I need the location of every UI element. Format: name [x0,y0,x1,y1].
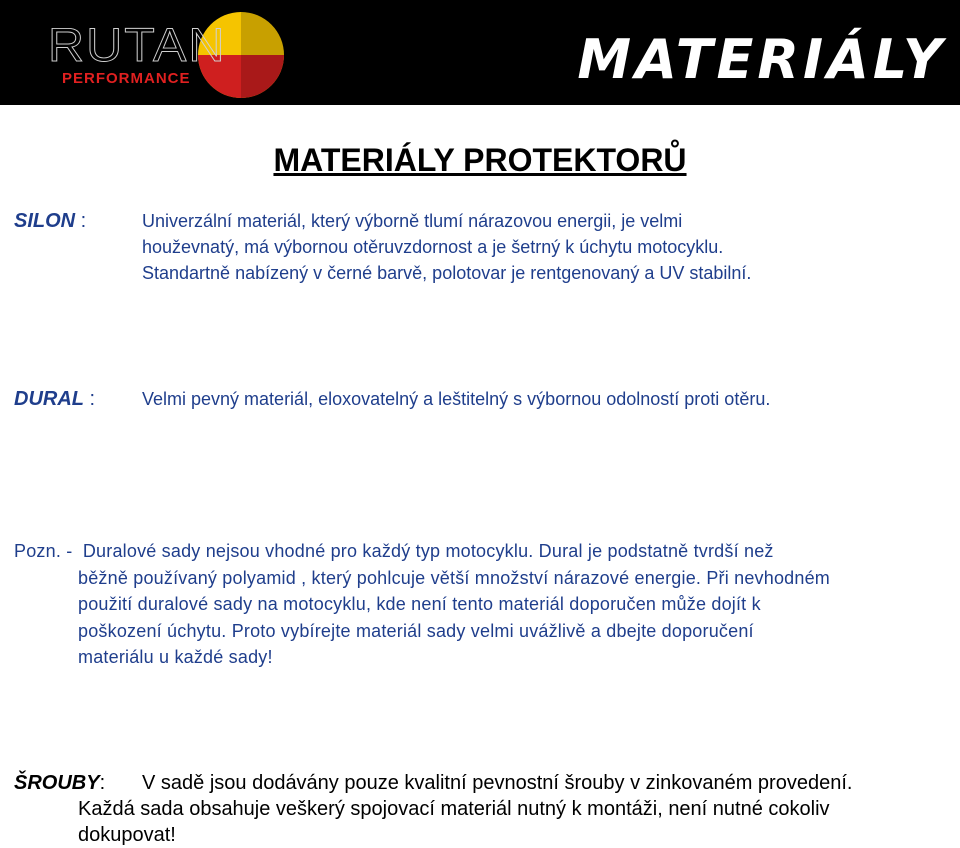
note-first-line [14,538,914,565]
logo-subtitle: PERFORMANCE [62,70,191,87]
material-description-dural [142,386,902,412]
srouby-description [78,770,938,848]
note-line: Duralové sady nejsou vhodné pro každý typ motocyklu. Dural je podstatně tvrdší než [82,541,774,561]
page-title: MATERIÁLY PROTEKTORŮ [273,142,687,178]
description-line: Univerzální materiál, který výborně tlumí nárazovou energii, je velmi [142,211,683,231]
material-separator: : [75,210,87,232]
note-prefix: Pozn. - [14,541,73,561]
material-label-silon [14,208,86,234]
note-line: poškození úchytu. Proto vybírejte materiál sady velmi uvážlivě a dbejte doporučení [78,620,754,641]
rutan-performance-logo [48,12,288,98]
material-description-silon [142,208,902,286]
material-name: SILON [14,210,76,232]
header-title: MATERIÁLY [577,28,946,91]
srouby-separator: : [99,772,106,794]
note-line: použití duralové sady na motocyklu, kde není tento materiál doporučen může dojít k [78,594,761,614]
page-header [0,0,960,105]
srouby-line: dokupovat! [78,824,176,846]
note-line: běžně používaný polyamid , který pohlcuje větší množství nárazové energie. Při nevhodném [78,567,830,588]
description-line: Standartně nabízený v černé barvě, polotovar je rentgenovaný a UV stabilní. [142,263,752,283]
material-name: DURAL [14,388,84,410]
note-line: materiálu u každé sady! [78,647,273,667]
logo-word: RUTAN [48,18,227,72]
srouby-name: ŠROUBY [14,772,100,794]
material-label-dural [14,386,95,412]
material-separator: : [84,388,96,410]
srouby-line: Každá sada obsahuje veškerý spojovací materiál nutný k montáži, není nutné cokoliv [78,798,830,820]
srouby-line: V sadě jsou dodávány pouze kvalitní pevnostní šrouby v zinkovaném provedení. [142,772,853,794]
description-line: Velmi pevný materiál, eloxovatelný a leštitelný s výbornou odolností proti otěru. [142,389,771,409]
description-line: houževnatý, má výbornou otěruvzdornost a je šetrný k úchytu motocyklu. [142,237,724,257]
note-paragraph [14,538,914,671]
